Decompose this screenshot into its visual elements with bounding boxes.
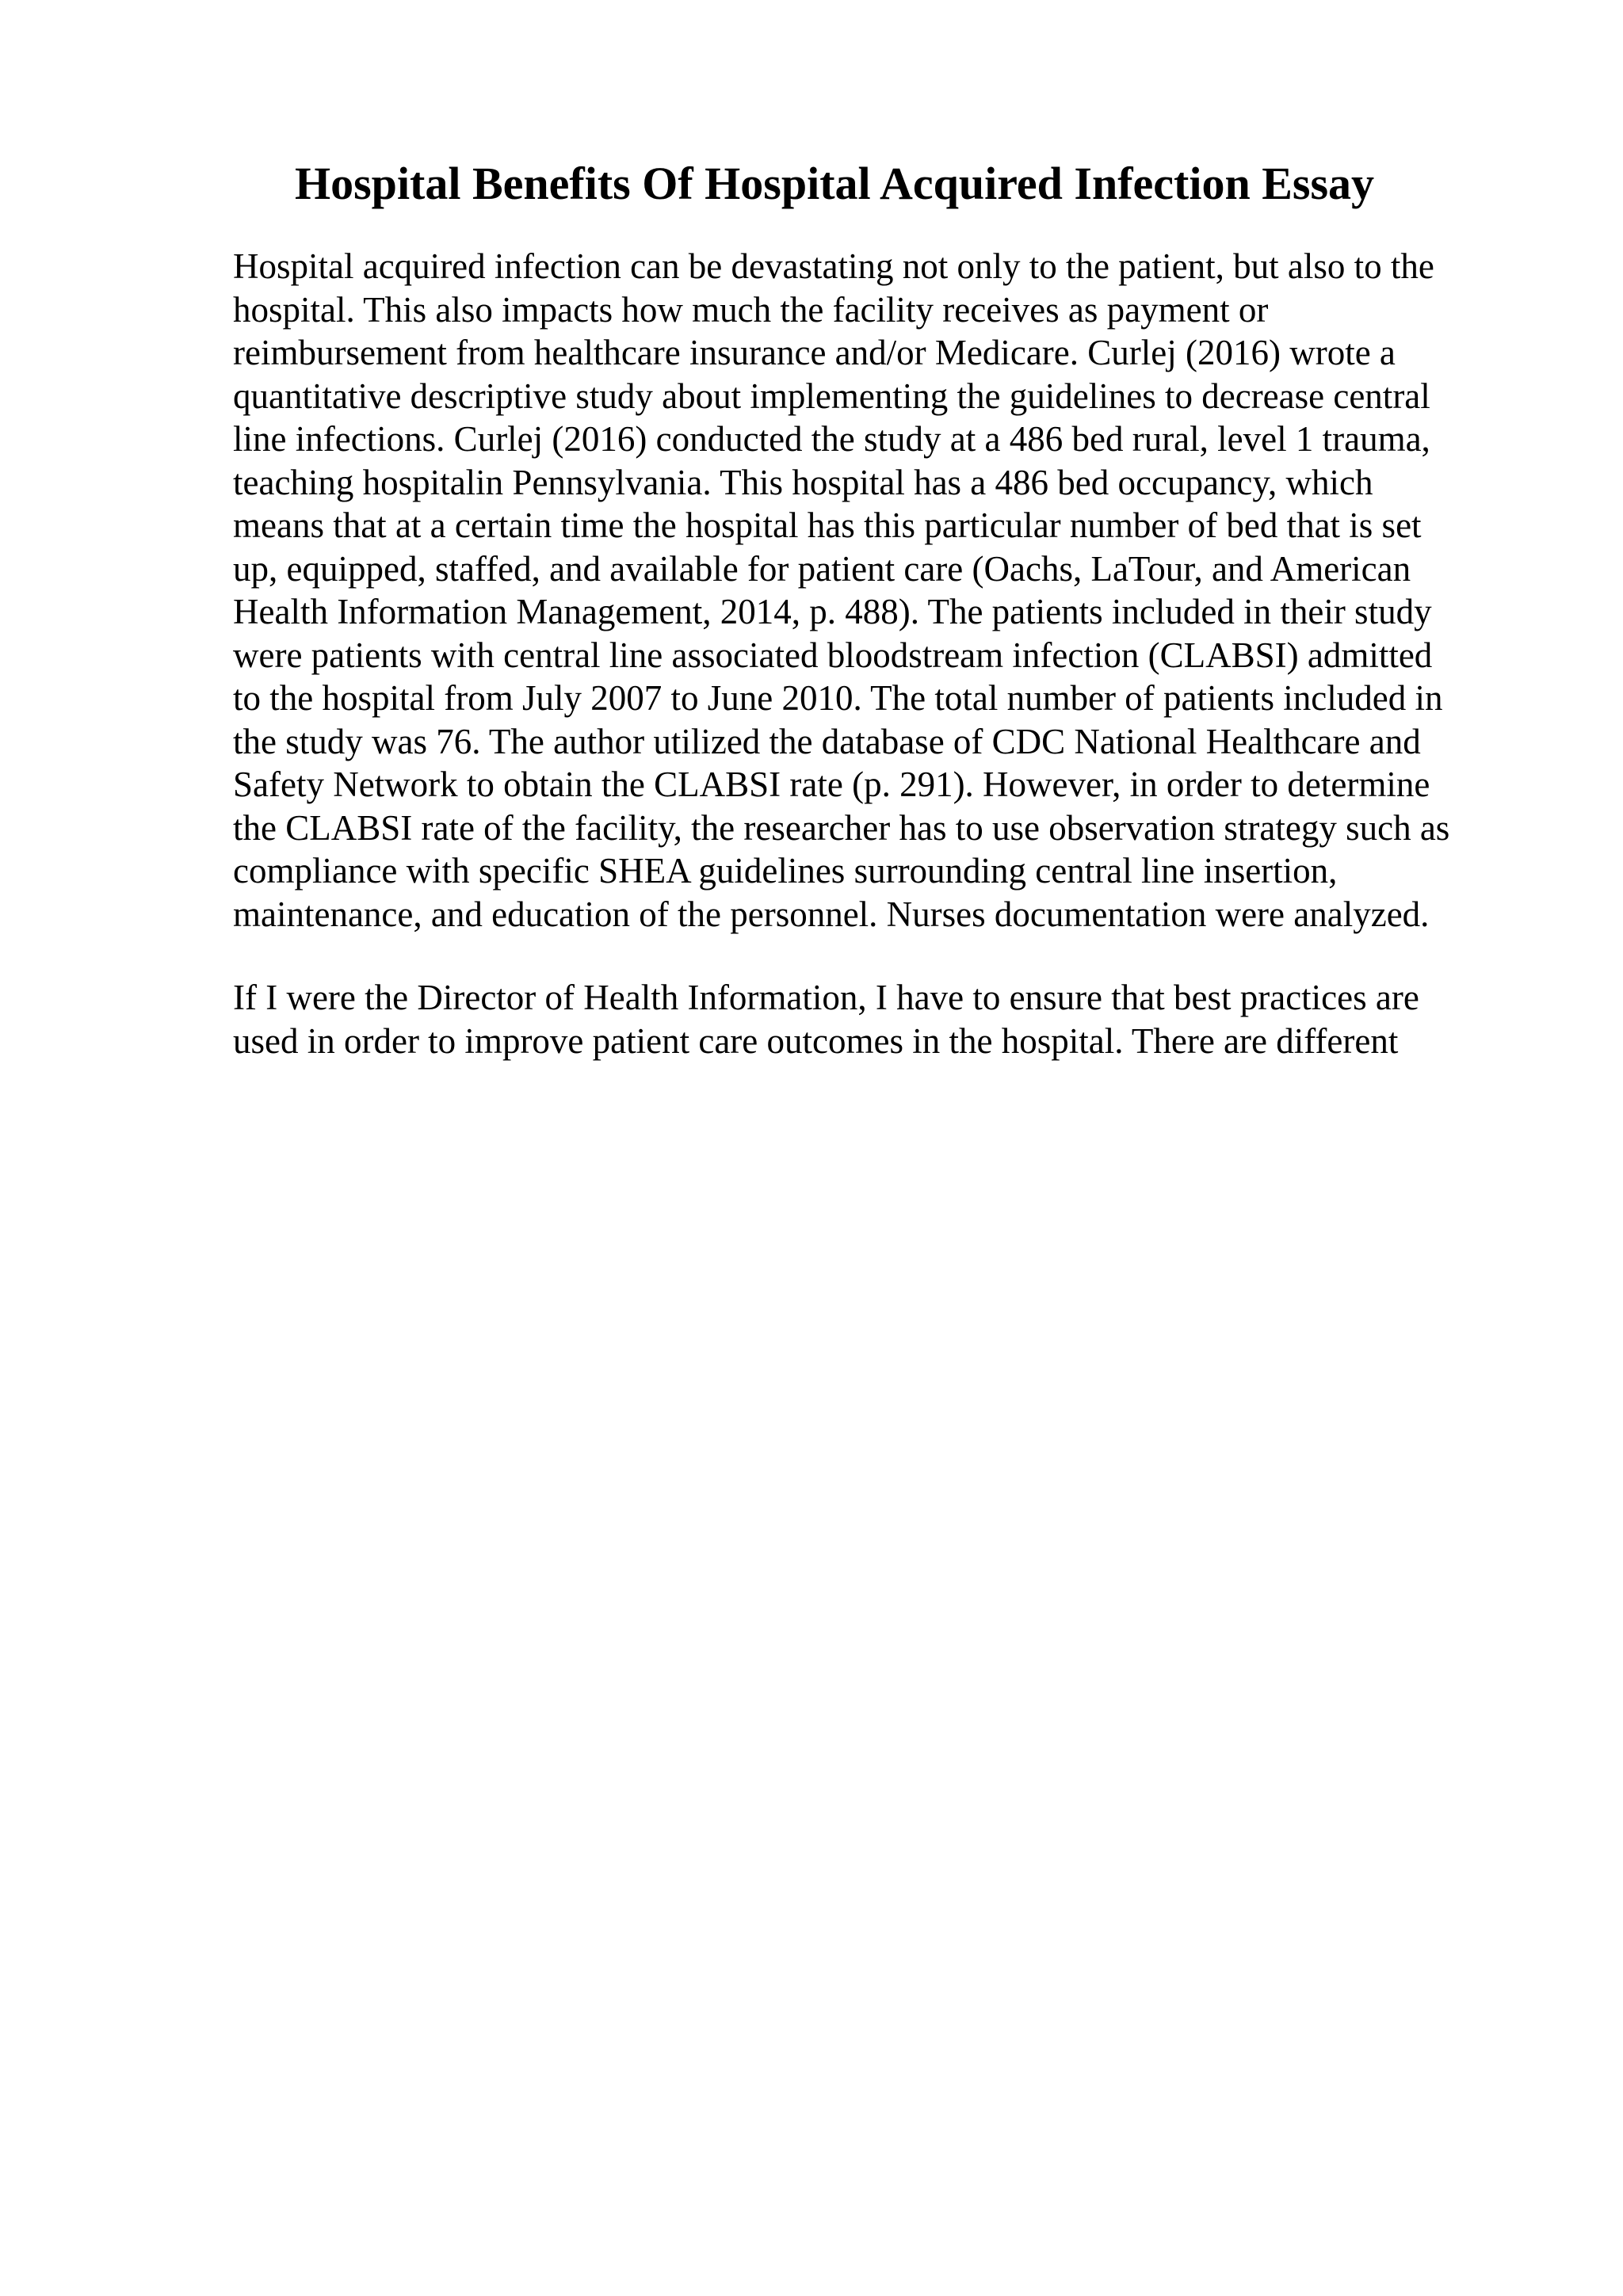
paragraph-line: were patients with central line associated bloodstream infection (CLABSI) admitted xyxy=(233,635,1433,675)
paragraph-line: Safety Network to obtain the CLABSI rate (p. 291). However, in order to determine xyxy=(233,765,1430,804)
paragraph-line: up, equipped, staffed, and available for patient care (Oachs, LaTour, and American xyxy=(233,548,1411,589)
document-title: Hospital Benefits Of Hospital Acquired Infection Essay xyxy=(295,158,1375,209)
paragraph-line: line infections. Curlej (2016) conducted the study at a 486 bed rural, level 1 trauma, xyxy=(233,419,1430,459)
paragraph-line: the study was 76. The author utilized the database of CDC National Healthcare and xyxy=(233,721,1421,761)
paragraph-line: to the hospital from July 2007 to June 2010. The total number of patients included in xyxy=(233,678,1443,718)
paragraph-line: maintenance, and education of the personnel. Nurses documentation were analyzed. xyxy=(233,894,1430,934)
paragraph-line: means that at a certain time the hospital has this particular number of bed that is set xyxy=(233,505,1422,545)
paragraph-line: teaching hospitalin Pennsylvania. This hospital has a 486 bed occupancy, which xyxy=(233,462,1373,502)
paragraph-line: reimbursement from healthcare insurance and/or Medicare. Curlej (2016) wrote a xyxy=(233,333,1396,372)
paragraph-line: hospital. This also impacts how much the facility receives as payment or xyxy=(233,289,1269,330)
paragraph-2 xyxy=(233,976,1419,1062)
paragraph-line: compliance with specific SHEA guidelines surrounding central line insertion, xyxy=(233,851,1338,891)
paragraph-line: used in order to improve patient care outcomes in the hospital. There are different xyxy=(233,1020,1399,1061)
paragraph-line: quantitative descriptive study about implementing the guidelines to decrease central xyxy=(233,376,1430,416)
paragraph-line: Hospital acquired infection can be devastating not only to the patient, but also to the xyxy=(233,246,1434,286)
paragraph-line: the CLABSI rate of the facility, the researcher has to use observation strategy such as xyxy=(233,807,1450,848)
paragraph-1 xyxy=(233,245,1449,936)
paragraph-line: Health Information Management, 2014, p. 488). The patients included in their study xyxy=(233,592,1432,631)
paragraph-line: If I were the Director of Health Information, I have to ensure that best practices are xyxy=(233,978,1419,1017)
